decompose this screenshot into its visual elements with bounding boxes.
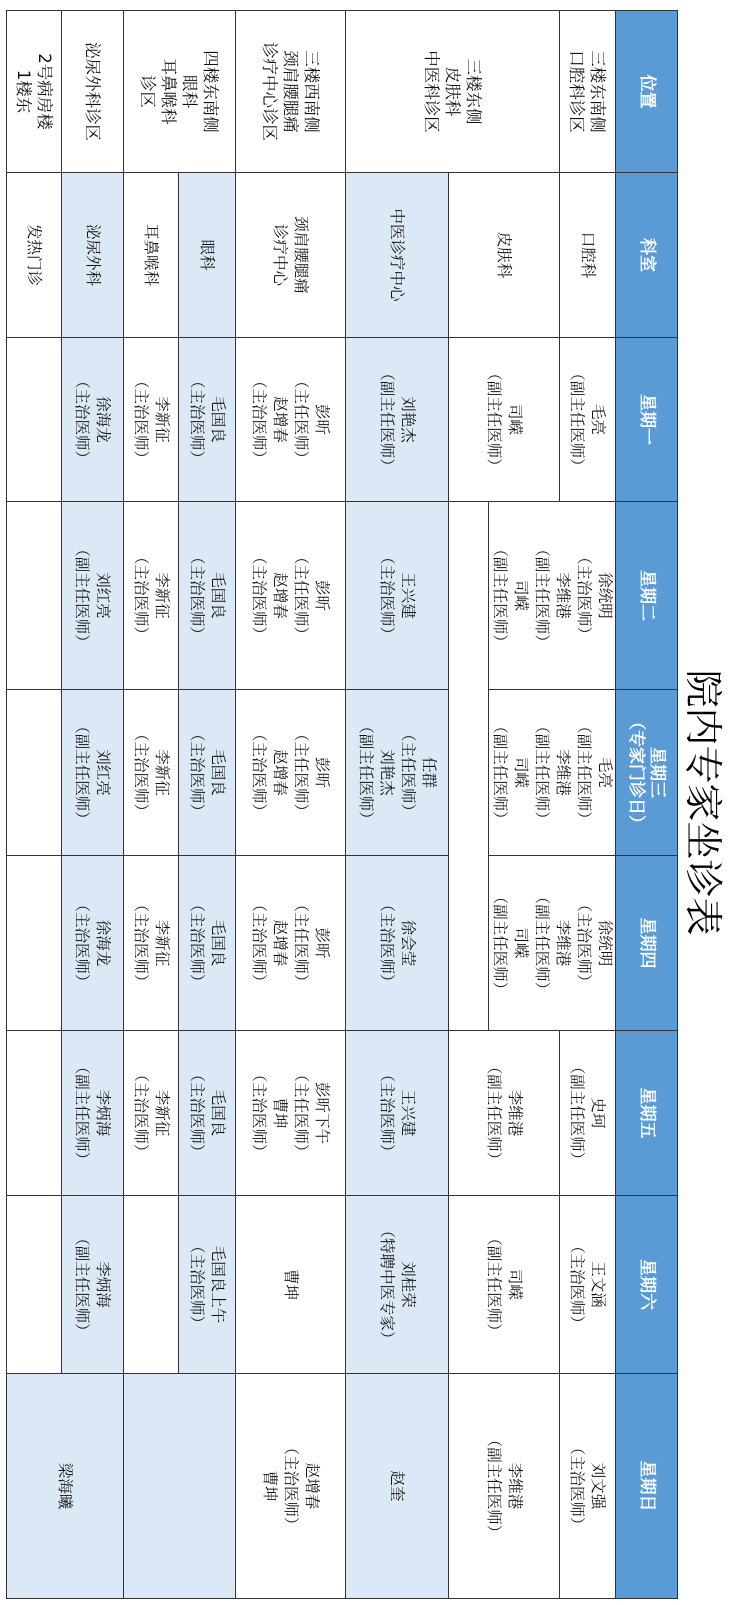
table-cell xyxy=(179,856,236,1031)
cell-line: 2号病房楼 xyxy=(35,53,54,130)
cell-line: 发热门诊 xyxy=(25,223,44,286)
cell-line: 中医科诊区 xyxy=(422,50,441,133)
table-cell xyxy=(449,1196,560,1374)
cell-line: （副主任医师） xyxy=(485,1431,503,1541)
cell-line: （主治医师） xyxy=(73,896,92,990)
cell-line: 口腔科诊区 xyxy=(567,50,587,133)
table-cell xyxy=(560,173,616,338)
cell-line: （主任医师） xyxy=(292,896,311,990)
table-cell xyxy=(179,1031,236,1196)
cell-line: 王兴建 xyxy=(399,1089,417,1137)
cell-line: 李新征 xyxy=(153,396,171,443)
table-cell xyxy=(449,338,560,502)
table-cell xyxy=(449,173,560,338)
cell-line: （主治医师） xyxy=(132,1066,150,1160)
cell-line: 毛亮 xyxy=(589,403,608,435)
cell-line: （主治医师） xyxy=(132,372,150,466)
table-cell xyxy=(236,11,346,173)
cell-line: 皮肤科 xyxy=(443,66,462,117)
table-cell xyxy=(560,1196,616,1374)
cell-line: 眼科 xyxy=(180,75,200,108)
table-cell xyxy=(7,502,62,690)
cell-line: 曹坤 xyxy=(271,1097,290,1129)
cell-line: 李维港 xyxy=(554,572,572,619)
cell-line: 颈肩腰腿痛 xyxy=(292,216,311,294)
table-cell xyxy=(236,173,346,338)
cell-line: 口腔科 xyxy=(579,231,597,279)
cell-line: 赵增春 xyxy=(271,572,290,619)
cell-line: （副主任医师） xyxy=(73,1058,92,1168)
table-cell xyxy=(7,690,62,856)
column-header xyxy=(616,502,678,690)
cell-line: 泌尿外科诊区 xyxy=(83,42,102,141)
cell-line: （副主任医师） xyxy=(491,718,509,827)
cell-line: （主治医师） xyxy=(250,548,269,642)
cell-line: 诊疗中心诊区 xyxy=(260,42,279,141)
cell-line: 诊疗中心 xyxy=(271,223,290,286)
cell-line: 星期六 xyxy=(637,1259,657,1310)
cell-line: 星期三 xyxy=(647,747,668,798)
column-header xyxy=(616,173,678,338)
cell-line: 诊区 xyxy=(138,75,158,108)
table-cell xyxy=(7,1031,62,1196)
table-cell xyxy=(62,11,124,173)
cell-line: 赵奎 xyxy=(388,1470,407,1502)
cell-line: 三楼东侧 xyxy=(464,58,483,125)
table-cell xyxy=(179,173,236,338)
table-cell xyxy=(560,1374,616,1599)
table-cell xyxy=(7,11,62,173)
column-header xyxy=(616,1374,678,1599)
cell-line: （主治医师） xyxy=(250,1066,269,1160)
cell-line: 刘桂荣 xyxy=(399,1261,417,1308)
table-cell xyxy=(124,1031,179,1196)
cell-line: （主治医师） xyxy=(575,896,593,990)
cell-line: （主治医师） xyxy=(188,548,206,642)
column-header xyxy=(616,690,678,856)
table-cell xyxy=(236,338,346,502)
table-row xyxy=(124,11,179,1599)
cell-line: （主治医师） xyxy=(250,896,269,990)
table-cell xyxy=(124,1374,236,1599)
cell-line: 李维港 xyxy=(506,1089,524,1137)
cell-line: 司嵘 xyxy=(506,403,524,435)
table-cell xyxy=(236,856,346,1031)
table-cell xyxy=(62,1031,124,1196)
cell-line: 徐统明 xyxy=(596,572,614,619)
table-cell xyxy=(62,1196,124,1374)
cell-line: 1楼东 xyxy=(14,69,33,114)
cell-line: 司嵘 xyxy=(512,579,530,611)
cell-line: （副主任医师） xyxy=(533,541,551,650)
table-row xyxy=(7,11,62,1599)
cell-line: （主治医师） xyxy=(188,1237,206,1331)
cell-line: 李炳海 xyxy=(94,1089,113,1137)
table-cell xyxy=(560,1031,616,1196)
table-cell xyxy=(124,338,179,502)
table-cell xyxy=(346,1031,449,1196)
cell-line: 徐海龙 xyxy=(94,396,113,443)
cell-line: 梁海曦 xyxy=(56,1462,75,1510)
column-header xyxy=(616,11,678,173)
cell-line: 王文涵 xyxy=(589,1261,608,1308)
cell-line: 刘红亮 xyxy=(94,749,113,796)
cell-line: （副主任医师） xyxy=(73,718,92,827)
cell-line: 徐海龙 xyxy=(94,919,113,967)
cell-line: 刘艳杰 xyxy=(399,396,417,443)
cell-line: 耳鼻喉科 xyxy=(159,58,179,125)
cell-line: 司嵘 xyxy=(512,756,530,788)
cell-line: 刘红亮 xyxy=(94,572,113,619)
table-row xyxy=(179,11,236,1599)
cell-line: （副主任医师） xyxy=(378,365,396,474)
cell-line: 泌尿外科 xyxy=(84,223,102,286)
table-cell xyxy=(7,1196,62,1374)
cell-line: 李维港 xyxy=(554,919,572,967)
cell-line: 李新征 xyxy=(153,572,171,619)
table-cell xyxy=(489,502,616,690)
table-cell xyxy=(124,502,179,690)
cell-line: （副主任医师） xyxy=(357,718,375,827)
cell-line: 曹坤 xyxy=(261,1470,279,1502)
cell-line: （主治医师） xyxy=(568,1237,587,1331)
table-cell xyxy=(124,690,179,856)
cell-line: 毛国良 xyxy=(209,919,227,967)
cell-line: （主任医师） xyxy=(292,548,311,642)
cell-line: 彭昕 xyxy=(313,756,332,788)
cell-line: 司嵘 xyxy=(506,1268,524,1300)
table-cell xyxy=(346,856,449,1031)
cell-line: （副主任医师） xyxy=(485,1058,503,1168)
cell-line: 李新征 xyxy=(153,919,171,967)
cell-line: 科室 xyxy=(637,238,657,272)
cell-line: 位置 xyxy=(637,74,657,109)
table-cell xyxy=(560,338,616,502)
table-cell xyxy=(449,1374,560,1599)
cell-line: （主治医师） xyxy=(568,1439,587,1533)
cell-line: 皮肤科 xyxy=(495,231,514,279)
table-cell xyxy=(62,173,124,338)
table-cell xyxy=(7,173,62,338)
table-cell xyxy=(346,502,449,690)
table-cell xyxy=(346,1196,449,1374)
cell-line: 彭昕 xyxy=(313,927,332,959)
cell-line: 李维港 xyxy=(554,749,572,796)
cell-line: （主治医师） xyxy=(250,725,269,819)
cell-line: 中医诊疗中心 xyxy=(388,208,407,302)
table-row xyxy=(346,11,449,1599)
cell-line: （副主任医师） xyxy=(73,1230,92,1339)
cell-line: （主治医师） xyxy=(132,725,150,819)
table-cell xyxy=(449,1031,560,1196)
table-cell xyxy=(7,338,62,502)
table-row xyxy=(62,11,124,1599)
cell-line: 赵增春 xyxy=(271,919,290,967)
table-cell xyxy=(179,502,236,690)
cell-line: （主治医师） xyxy=(378,1066,396,1160)
table-cell xyxy=(7,1374,124,1599)
table-cell xyxy=(236,1374,346,1599)
table-cell xyxy=(124,11,236,173)
table-cell xyxy=(62,690,124,856)
table-cell xyxy=(124,856,179,1031)
cell-line: 任群 xyxy=(420,756,438,788)
cell-line: （副主任医师） xyxy=(575,718,593,827)
cell-line: （主治医师） xyxy=(188,725,206,819)
cell-line: 彭昕下午 xyxy=(313,1081,332,1144)
column-header xyxy=(616,1196,678,1374)
cell-line: 毛亮 xyxy=(596,756,614,788)
cell-line: （主治医师） xyxy=(575,548,593,642)
table-row xyxy=(560,11,616,1599)
cell-line: （主治医师） xyxy=(188,1066,206,1160)
table-cell xyxy=(62,856,124,1031)
cell-line: 星期五 xyxy=(637,1087,657,1139)
table-cell xyxy=(489,856,616,1031)
cell-line: 毛国良 xyxy=(209,396,227,443)
cell-line: 赵增春 xyxy=(271,396,290,443)
cell-line: 徐统明 xyxy=(596,919,614,967)
cell-line: （主治医师） xyxy=(378,548,396,642)
cell-line: 刘艳杰 xyxy=(378,749,396,796)
cell-line: （主治医师） xyxy=(250,372,269,466)
cell-line: （副主任医师） xyxy=(568,1058,587,1168)
table-cell xyxy=(560,11,616,173)
cell-line: （副主任医师） xyxy=(533,718,551,827)
column-header xyxy=(616,1031,678,1196)
cell-line: （主治医师） xyxy=(73,372,92,466)
cell-line: （副主任医师） xyxy=(73,541,92,650)
cell-line: （主任医师） xyxy=(399,725,417,819)
table-cell xyxy=(124,173,179,338)
page-title: 院内专家坐诊表 xyxy=(681,669,725,936)
cell-line: 星期二 xyxy=(637,570,657,621)
cell-line: （主治医师） xyxy=(132,896,150,990)
column-header xyxy=(616,338,678,502)
cell-line: 星期四 xyxy=(637,917,657,969)
cell-line: 李新征 xyxy=(153,1089,171,1137)
cell-line: 星期日 xyxy=(637,1460,657,1512)
cell-line: （主任医师） xyxy=(292,372,311,466)
cell-line: （主任医师） xyxy=(292,725,311,819)
table-cell xyxy=(236,690,346,856)
schedule-table xyxy=(6,10,678,1599)
table-body xyxy=(7,11,616,1599)
cell-line: 毛国良上午 xyxy=(209,1245,227,1324)
cell-line: （主治医师） xyxy=(282,1439,300,1533)
cell-line: 司嵘 xyxy=(512,927,530,959)
cell-line: （副主任医师） xyxy=(491,888,509,998)
cell-line: （主治医师） xyxy=(188,896,206,990)
cell-line: 眼科 xyxy=(198,239,217,271)
cell-line: 史珂 xyxy=(589,1097,608,1129)
table-cell xyxy=(346,173,449,338)
cell-line: 星期一 xyxy=(637,394,657,445)
table-cell xyxy=(179,1196,236,1374)
cell-line: 赵增春 xyxy=(303,1462,321,1510)
cell-line: 李维港 xyxy=(506,1462,524,1510)
cell-line: 毛国良 xyxy=(209,572,227,619)
cell-line: （副主任医师） xyxy=(485,365,503,474)
cell-line: （副主任医师） xyxy=(533,888,551,998)
cell-line: （副主任医师） xyxy=(568,365,587,474)
table-cell xyxy=(62,502,124,690)
cell-line: 耳鼻喉科 xyxy=(142,223,161,286)
table-cell xyxy=(236,1196,346,1374)
table-cell xyxy=(236,1031,346,1196)
table-cell xyxy=(236,502,346,690)
table-cell xyxy=(346,11,560,173)
header-row xyxy=(616,11,678,1599)
cell-line: 三楼东南侧 xyxy=(588,50,608,133)
cell-line: 王兴建 xyxy=(399,572,417,619)
cell-line: （主治医师） xyxy=(378,896,396,990)
cell-line: 李炳海 xyxy=(94,1261,113,1308)
cell-line: 李新征 xyxy=(153,749,171,796)
cell-line: 曹坤 xyxy=(282,1268,300,1300)
cell-line: （主治医师） xyxy=(188,372,206,466)
cell-line: 三楼西南侧 xyxy=(302,50,321,133)
cell-line: 彭昕 xyxy=(313,403,332,435)
table-cell xyxy=(124,1196,179,1374)
cell-line: 四楼东南侧 xyxy=(201,50,221,133)
cell-line: 赵增春 xyxy=(271,749,290,796)
cell-line: （特聘中医专家） xyxy=(378,1222,396,1347)
column-header xyxy=(616,856,678,1031)
cell-line: （主治医师） xyxy=(132,548,150,642)
table-cell xyxy=(7,856,62,1031)
cell-line: 刘文强 xyxy=(589,1462,608,1510)
table-cell xyxy=(346,338,449,502)
cell-line: 颈肩腰腿痛 xyxy=(281,50,300,133)
cell-line: 徐会莹 xyxy=(399,919,417,967)
table-row xyxy=(236,11,346,1599)
table-cell xyxy=(179,338,236,502)
cell-line: 毛国良 xyxy=(209,749,227,796)
table-cell xyxy=(346,1374,449,1599)
cell-line: （专家门诊日） xyxy=(626,713,647,832)
table-cell xyxy=(62,338,124,502)
table-cell xyxy=(179,690,236,856)
cell-line: （副主任医师） xyxy=(491,541,509,650)
cell-line: （主任医师） xyxy=(292,1066,311,1160)
cell-line: 彭昕 xyxy=(313,579,332,611)
table-cell xyxy=(489,690,616,856)
cell-line: （副主任医师） xyxy=(485,1230,503,1339)
cell-line: 毛国良 xyxy=(209,1089,227,1137)
table-cell xyxy=(346,690,449,856)
